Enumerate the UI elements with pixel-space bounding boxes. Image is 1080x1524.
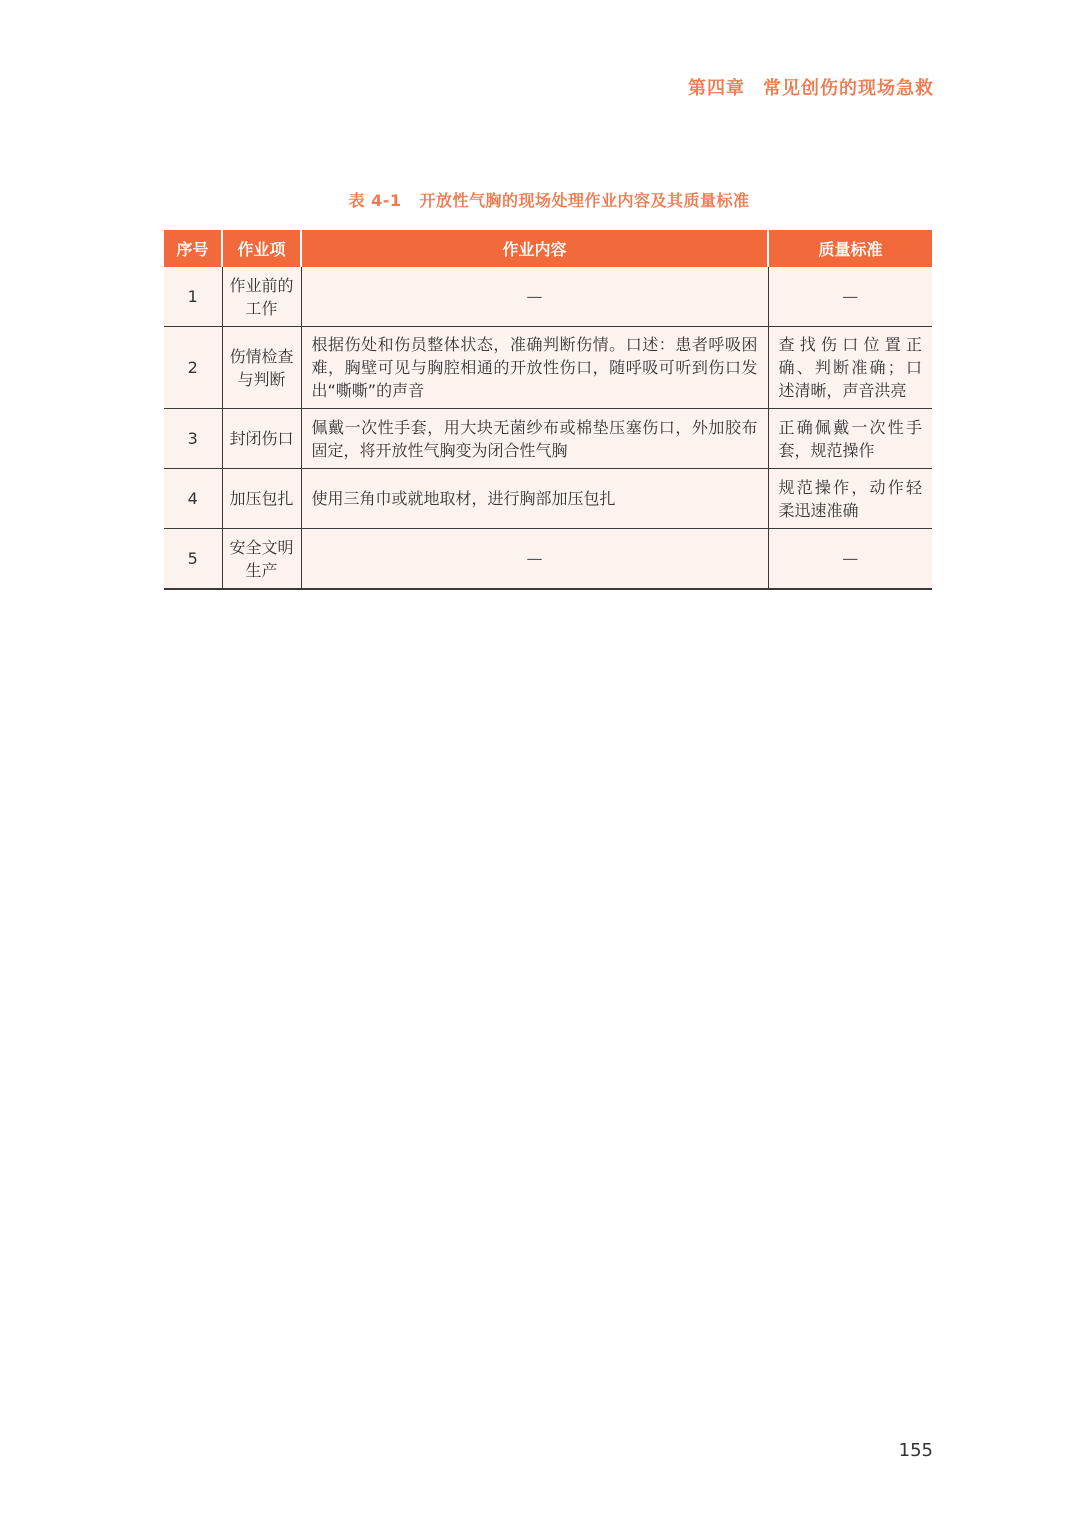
row-content: 佩戴一次性手套，用大块无菌纱布或棉垫压塞伤口，外加胶布固定，将开放性气胸变为闭合性气胸: [301, 409, 768, 469]
row-item: 封闭伤口: [222, 409, 301, 469]
row-number: 2: [164, 327, 222, 409]
column-header-standard: 质量标准: [768, 230, 932, 267]
table-caption: [0, 188, 1080, 211]
row-item: 伤情检查与判断: [222, 327, 301, 409]
column-header-number: 序号: [164, 230, 222, 267]
chapter-title: 常见创伤的现场急救: [763, 78, 934, 99]
row-standard: —: [768, 529, 932, 590]
table-row: [164, 469, 932, 529]
row-item: 安全文明生产: [222, 529, 301, 590]
table-row: [164, 409, 932, 469]
table-header-row: [164, 230, 932, 267]
table-row: [164, 267, 932, 327]
row-number: 1: [164, 267, 222, 327]
table-row: [164, 529, 932, 590]
row-number: 4: [164, 469, 222, 529]
operations-table: [164, 230, 932, 590]
row-content: 使用三角巾或就地取材，进行胸部加压包扎: [301, 469, 768, 529]
row-number: 3: [164, 409, 222, 469]
row-item: 加压包扎: [222, 469, 301, 529]
row-content: —: [301, 267, 768, 327]
row-standard: 查找伤口位置正确、判断准确；口述清晰，声音洪亮: [768, 327, 932, 409]
row-standard: 正确佩戴一次性手套，规范操作: [768, 409, 932, 469]
row-number: 5: [164, 529, 222, 590]
row-standard: —: [768, 267, 932, 327]
row-content: —: [301, 529, 768, 590]
row-content: 根据伤处和伤员整体状态，准确判断伤情。口述：患者呼吸困难，胸壁可见与胸腔相通的开放性伤口，随呼吸可听到伤口发出“嘶嘶”的声音: [301, 327, 768, 409]
running-header: [688, 74, 934, 100]
table-title: 开放性气胸的现场处理作业内容及其质量标准: [419, 191, 750, 210]
chapter-number: 第四章: [688, 78, 745, 99]
page-number: 155: [898, 1440, 933, 1461]
column-header-item: 作业项: [222, 230, 301, 267]
table-number: 表 4-1: [348, 191, 402, 210]
table-row: [164, 327, 932, 409]
row-standard: 规范操作，动作轻柔迅速准确: [768, 469, 932, 529]
column-header-content: 作业内容: [301, 230, 768, 267]
row-item: 作业前的工作: [222, 267, 301, 327]
